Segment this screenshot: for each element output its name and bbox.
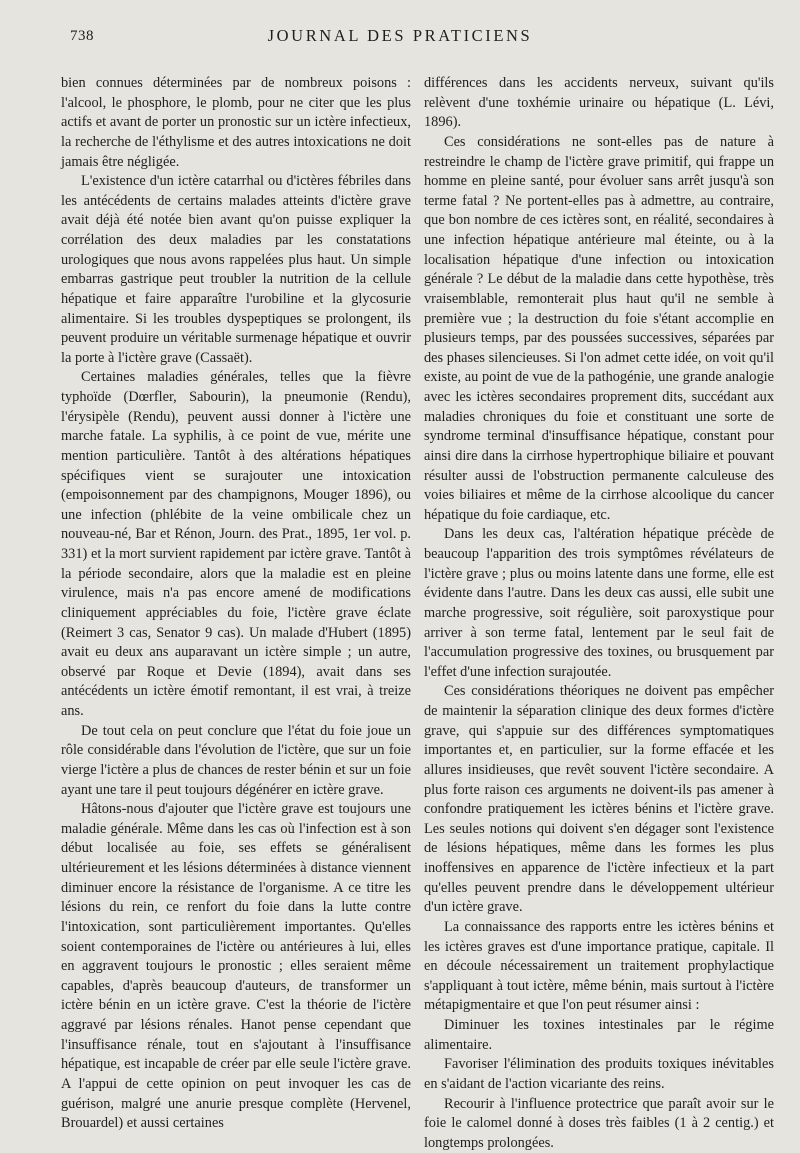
running-head xyxy=(0,26,800,48)
paragraph: Dans les deux cas, l'altération hépatique précède de beaucoup l'apparition des trois symptômes révélateurs de l'ictère grave ; plus ou moins latente dans une forme, elle est évidente dans l'autre. Dans les deux cas aussi, elle subit une marche progressive, soit régulière, soit paroxystique pour arriver à son terme fatal, lentement par le seul fait de l'accumulation progressive des toxines, ou brusquement par l'effet d'une infection surajoutée. xyxy=(424,525,774,682)
paragraph: Diminuer les toxines intestinales par le régime alimentaire. xyxy=(424,1016,774,1055)
left-column xyxy=(61,74,411,1134)
paragraph: Ces considérations théoriques ne doivent pas empêcher de maintenir la séparation clinique des deux formes d'ictère grave, qui s'appuie sur des différences symptomatiques importantes et, en particulier, sur la forme effacée et les allures insidieuses, que revêt souvent l'ictère secondaire. A plus forte raison ces arguments ne doivent-ils pas amener à confondre pratiquement les ictères bénins et l'ictère grave. Les seules notions qui doivent s'en dégager sont l'existence de lésions hépatiques, même dans les formes les plus inoffensives en apparence de l'ictère infectieux et la part qu'elles peuvent prendre dans le développement ultérieur d'un ictère grave. xyxy=(424,682,774,918)
right-column xyxy=(424,74,774,1153)
paragraph: bien connues déterminées par de nombreux poisons : l'alcool, le phosphore, le plomb, pour ne citer que les plus actifs et avant de porter un pronostic sur un ictère infectieux, la recherche de l'éthylisme et des autres intoxications ne doit jamais être négligée. xyxy=(61,74,411,172)
paragraph: L'existence d'un ictère catarrhal ou d'ictères fébriles dans les antécédents de certains malades atteints d'ictère grave avait déjà été notée bien avant qu'on puisse expliquer la corrélation des deux maladies par les constatations urologiques que nous avons rappelées plus haut. Un simple embarras gastrique peut troubler la nutrition de la cellule hépatique et faire apparaître l'urobiline et la glycosurie alimentaire. Si les troubles dyspeptiques se prolongent, ils peuvent produire un véritable surmenage hépatique et ouvrir la porte à l'ictère grave (Cassaët). xyxy=(61,172,411,368)
paragraph: Certaines maladies générales, telles que la fièvre typhoïde (Dœrfler, Sabourin), la pneumonie (Rendu), l'érysipèle (Rendu), peuvent aussi donner à l'ictère une marche fatale. La syphilis, à ce point de vue, mérite une mention particulière. Tantôt à des altérations hépatiques spécifiques vient se surajouter une intoxication (empoisonnement par des champignons, Mouger 1896), ou une infection (phlébite de la veine ombilicale chez un nouveau-né, Bar et Rénon, Journ. des Prat., 1895, 1er vol. p. 331) et la mort survient rapidement par ictère grave. Tantôt à la période secondaire, alors que la maladie est en pleine virulence, mais n'a pas encore amené de modifications cliniquement appréciables du foie, l'ictère grave éclate (Reimert 3 cas, Senator 9 cas). Un malade d'Hubert (1895) avait eu deux ans auparavant un ictère simple ; un autre, observé par Roque et Devie (1894), avait dans ses antécédents un ictère émotif remontant, il est vrai, à treize ans. xyxy=(61,368,411,721)
journal-title: JOURNAL DES PRATICIENS xyxy=(0,26,800,46)
paragraph: De tout cela on peut conclure que l'état du foie joue un rôle considérable dans l'évolution de l'ictère, que sur un foie vierge l'ictère a plus de chances de rester bénin et sur un foie ayant une tare il peut toujours dégénérer en ictère grave. xyxy=(61,722,411,801)
paragraph: Recourir à l'influence protectrice que paraît avoir sur le foie le calomel donné à doses très faibles (1 à 2 centig.) et longtemps prolongées. xyxy=(424,1095,774,1153)
paragraph: Hâtons-nous d'ajouter que l'ictère grave est toujours une maladie générale. Même dans les cas où l'infection est à son début localisée au foie, ses effets se généralisent ultérieurement et les lésions déterminées à distance viennent diminuer encore la résistance de l'organisme. A ce titre les lésions du rein, ce renfort du foie dans la lutte contre l'intoxication, sont particulièrement importantes. Qu'elles soient contemporaines de l'ictère ou antérieures à lui, elles en aggravent toujours le pronostic ; elles seraient même capables, d'après beaucoup d'auteurs, de transformer un ictère bénin en un ictère grave. C'est la théorie de l'ictère aggravé par lésions rénales. Hanot pense cependant que l'insuffisance rénale, tout en s'ajoutant à l'insuffisance hépatique, est incapable de créer par elle seule l'ictère grave. A l'appui de cette opinion on peut invoquer les cas de guérison, malgré une anurie presque complète (Hervenel, Brouardel) et aussi certaines xyxy=(61,800,411,1134)
paragraph: Favoriser l'élimination des produits toxiques inévitables en s'aidant de l'action vicariante des reins. xyxy=(424,1055,774,1094)
paragraph: différences dans les accidents nerveux, suivant qu'ils relèvent d'une toxhémie urinaire ou hépatique (L. Lévi, 1896). xyxy=(424,74,774,133)
paragraph: Ces considérations ne sont-elles pas de nature à restreindre le champ de l'ictère grave primitif, qui frappe un homme en pleine santé, pour évoluer sans arrêt jusqu'à son terme fatal ? Ne portent-elles pas à admettre, au contraire, que bon nombre de ces ictères sont, en réalité, secondaires à une infection hépatique antérieure mal éteinte, ou à la localisation hépatique d'une infection ou intoxication générale ? Le début de la maladie dans cette hypothèse, très vraisemblable, remonterait plus haut qu'il ne semble à première vue ; la destruction du foie s'étant accomplie en plusieurs temps, par des poussées successives, séparées par des phases silencieuses. Si l'on admet cette idée, on voit qu'il existe, au point de vue de la pathogénie, une grande analogie avec les ictères secondaires proprement dits, succédant aux maladies chroniques du foie et constituant une sorte de syndrome terminal d'insuffisance hépatique, constant pour ainsi dire dans la cirrhose hypertrophique biliaire et pouvant résulter aussi de l'obstruction permanente calculeuse des voies biliaires et même de la cirrhose alcoolique du cancer hépatique du foie cardiaque, etc. xyxy=(424,133,774,526)
page-number: 738 xyxy=(70,28,94,45)
paragraph: La connaissance des rapports entre les ictères bénins et les ictères graves est d'une importance pratique, capitale. Il en découle nécessairement un traitement prophylactique s'appliquant à tout ictère, même bénin, mais surtout à l'ictère métapigmentaire et que l'on peut résumer ainsi : xyxy=(424,918,774,1016)
